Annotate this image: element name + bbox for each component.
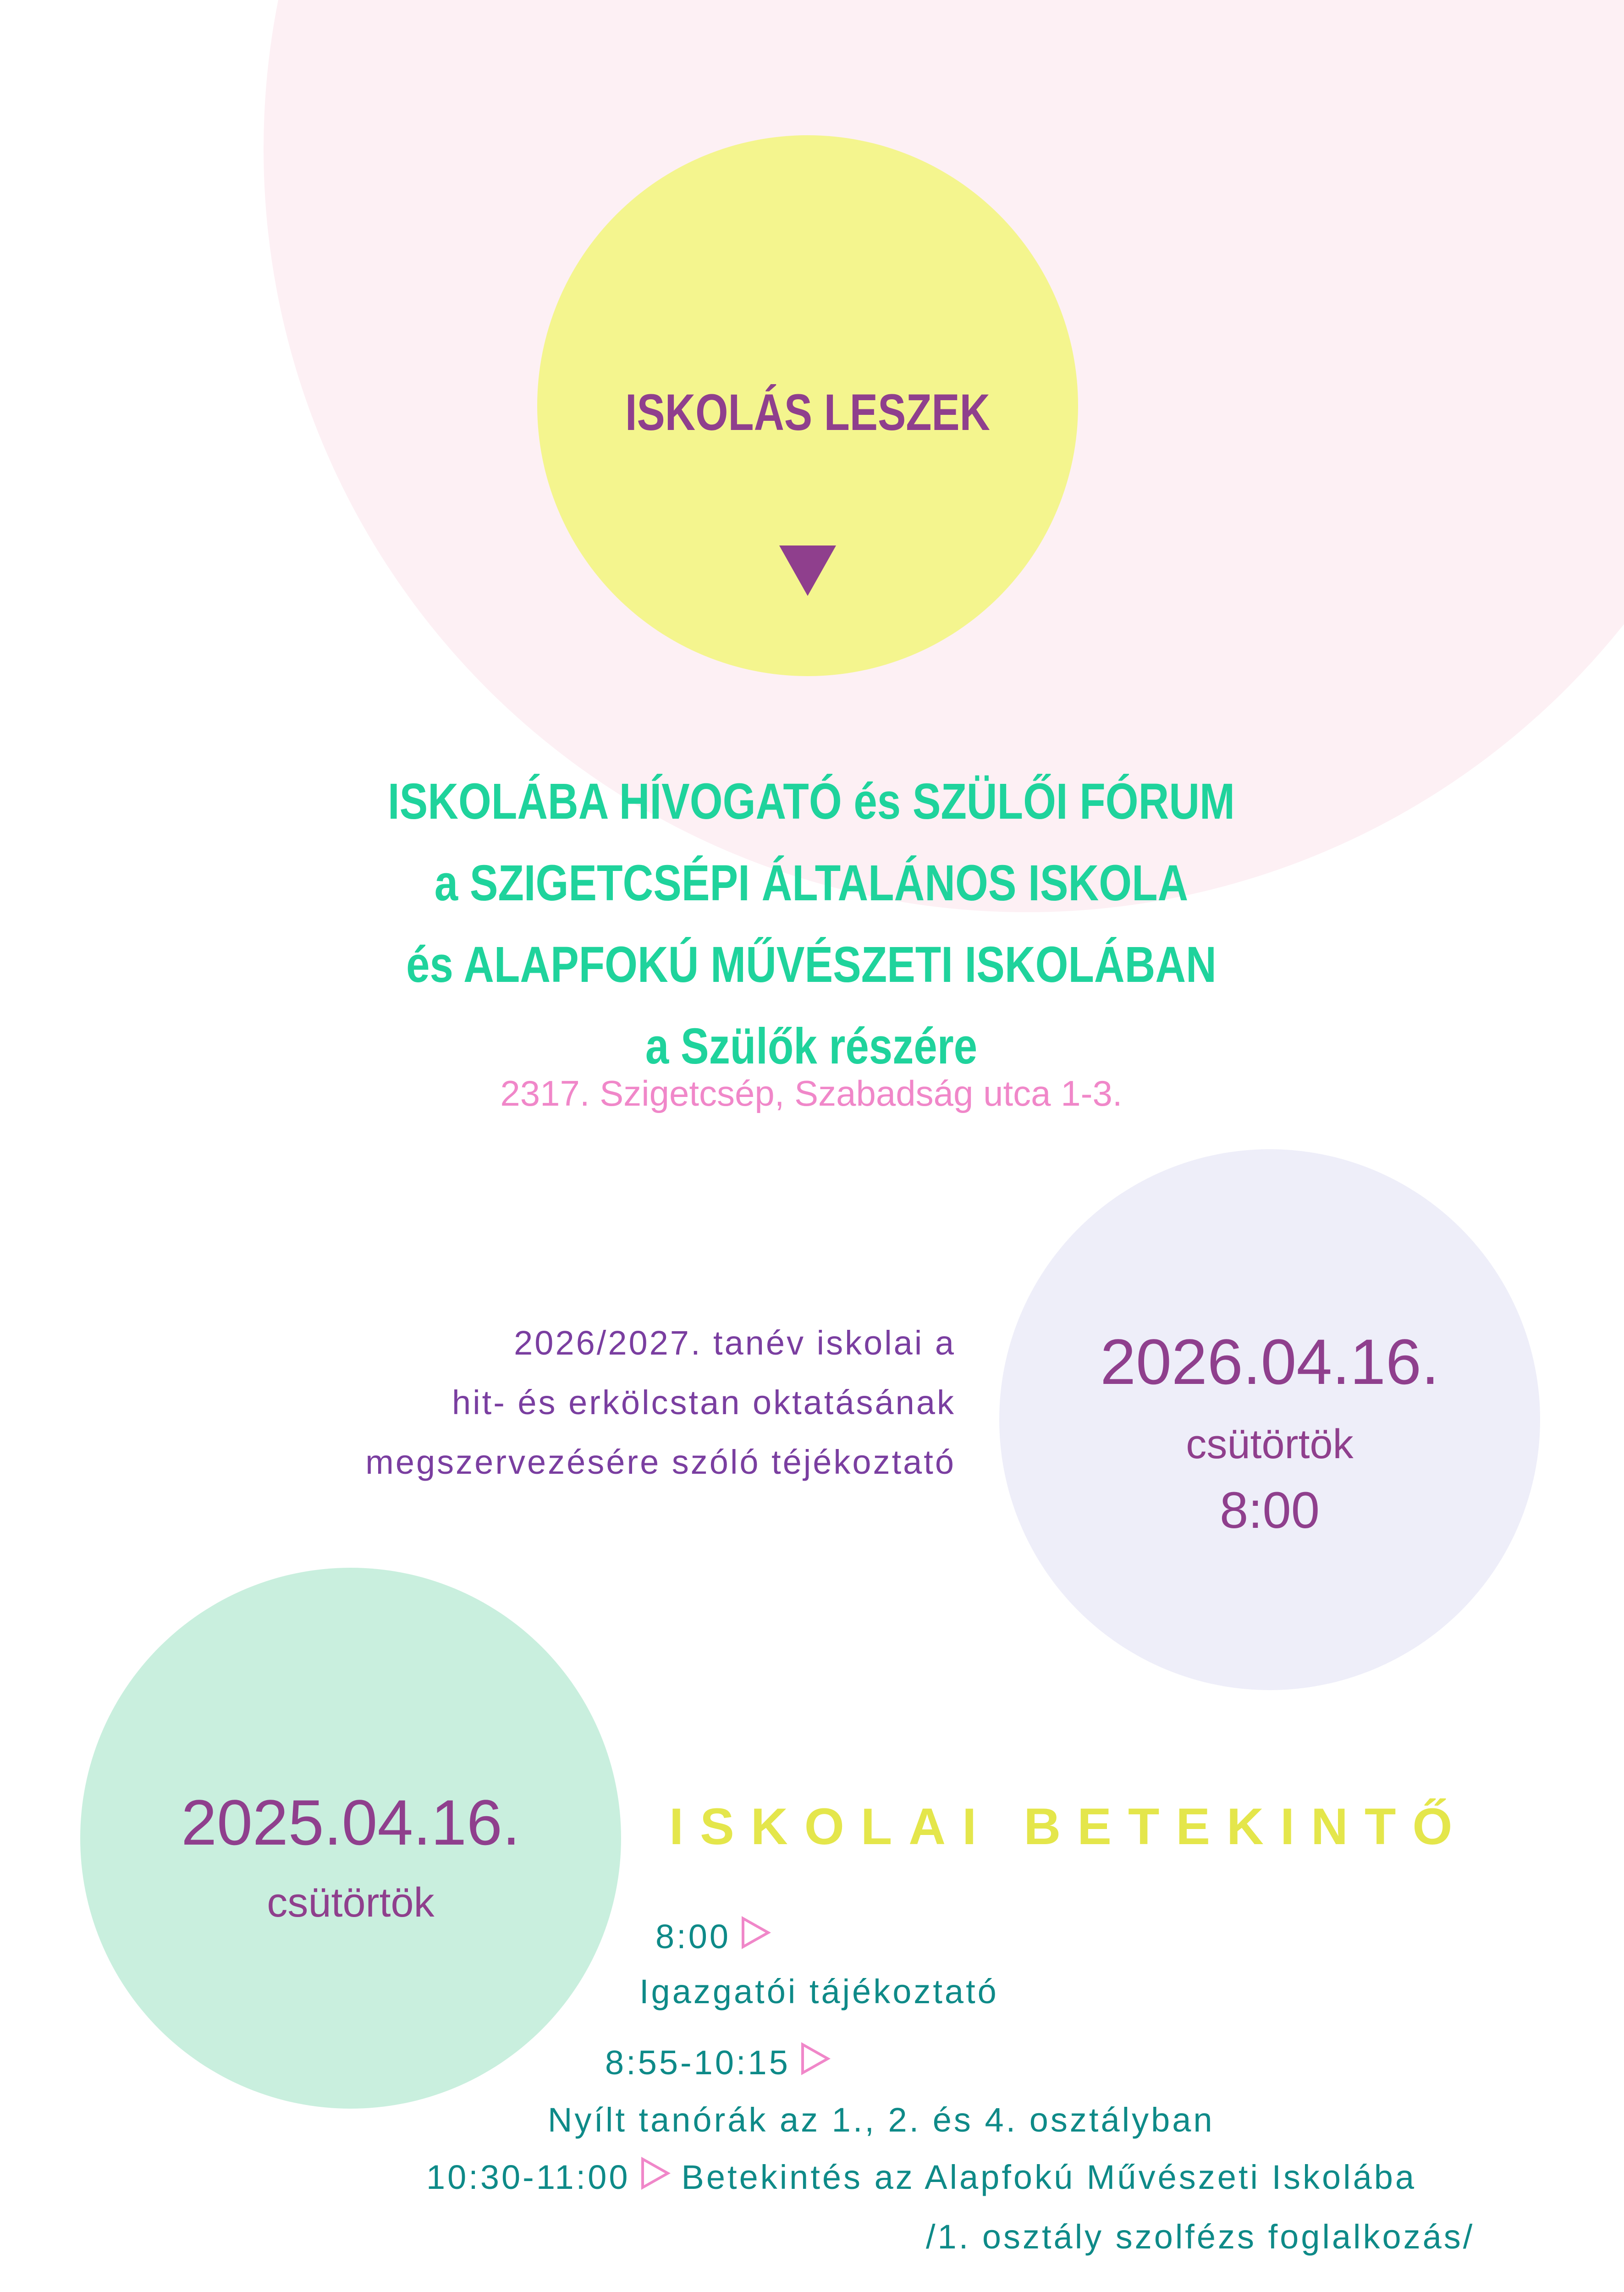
date-circle-2026 [999,1149,1540,1690]
schedule-item-2-desc: Nyílt tanórák az 1., 2. és 4. osztályban [548,2101,1215,2139]
event-2026-date: 2026.04.16. [1100,1326,1439,1398]
event-2025-day: csütörtök [267,1880,435,1926]
schedule-desc: Betekintés az Alapfokú Művészeti Iskolába [681,2158,1417,2196]
betekinto-title: ISKOLAI BETEKINTŐ [669,1798,1469,1855]
info-line-2: hit- és erkölcstan oktatásának [452,1383,956,1421]
page-title: ISKOLÁS LESZEK [625,384,991,441]
triangle-right-outline-icon [641,2157,671,2190]
triangle-right-outline-icon [801,2042,831,2075]
event-2026-time: 8:00 [1220,1482,1320,1539]
address: 2317. Szigetcsép, Szabadság utca 1-3. [500,1073,1123,1113]
headline [183,761,1439,1087]
schedule-time: 10:30-11:00 [426,2158,630,2196]
schedule-item-3-note: /1. osztály szolfézs foglalkozás/ [926,2218,1475,2256]
schedule-item-1-time [655,1914,771,1960]
schedule-time: 8:55-10:15 [605,2044,790,2082]
event-2025-date: 2025.04.16. [181,1786,520,1858]
schedule-item-2-time [605,2040,831,2086]
triangle-right-outline-icon [742,1916,771,1949]
headline-line-2: a SZIGETCSÉPI ÁLTALÁNOS ISKOLA [434,855,1189,911]
info-line-3: megszervezésére szóló téjékoztató [365,1443,956,1481]
triangle-down-icon [779,545,836,596]
schedule-time: 8:00 [655,1917,731,1956]
headline-line-3: és ALAPFOKÚ MŰVÉSZETI ISKOLÁBAN [406,937,1217,993]
schedule-item-1-desc: Igazgatói tájékoztató [639,1972,999,2011]
info-line-1: 2026/2027. tanév iskolai a [514,1324,956,1362]
headline-line-4: a Szülők részére [645,1018,978,1074]
event-2026-day: csütörtök [1186,1421,1354,1467]
info-text [138,1313,956,1492]
schedule-item-3 [426,2154,1416,2200]
headline-line-1: ISKOLÁBA HÍVOGATÓ és SZÜLŐI FÓRUM [387,773,1235,830]
